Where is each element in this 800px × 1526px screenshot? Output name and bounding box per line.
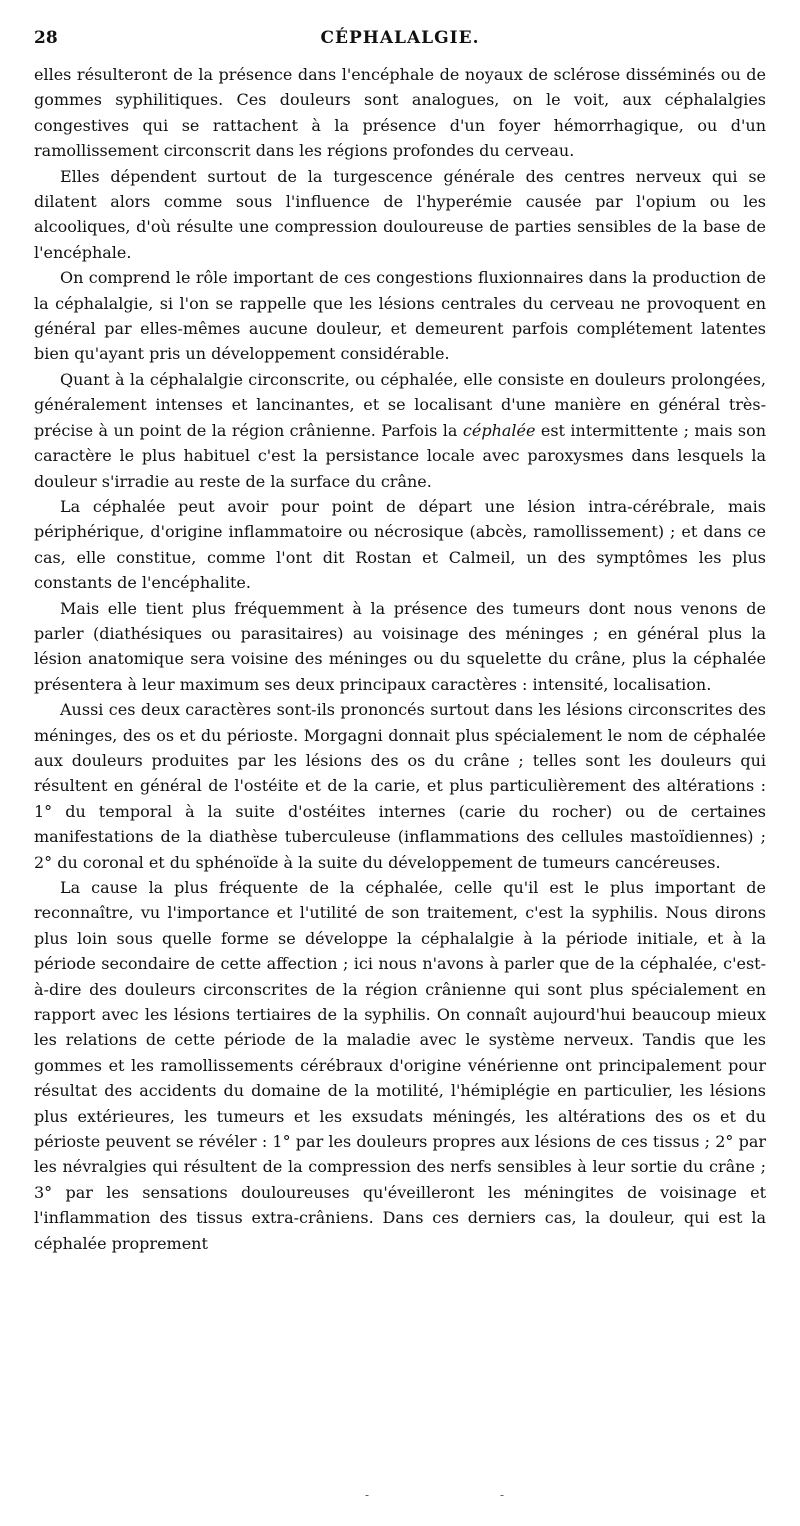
paragraph — [34, 367, 766, 494]
paragraph-continuation: elles résulteront de la présence dans l'encéphale de noyaux de sclérose disséminés ou de gommes syphilitiques. Ces douleurs sont analogues, on le voit, aux céphalalgies congestives qui se rattachent à la présence d'un foyer hémorrhagique, ou d'un ramollissement circonscrit dans les régions profondes du cerveau. — [34, 65, 766, 161]
page-number: 28 — [34, 28, 58, 48]
paragraph: Aussi ces deux caractères sont-ils prononcés surtout dans les lésions circonscrites des méninges, des os et du périoste. Morgagni donnait plus spécialement le nom de céphalée aux douleurs produites par les lésions des os du crâne ; telles sont les douleurs qui résultent en général de l'ostéite et de la carie, et plus particulièrement des altérations : 1° du temporal à la suite d'ostéites internes (carie du rocher) ou de certaines manifestations de la diathèse tuberculeuse (inflammations des cellules mastoïdiennes) ; 2° du coronal et du sphénoïde à la suite du développement de tumeurs cancéreuses. — [34, 700, 766, 872]
running-title: CÉPHALALGIE. — [320, 28, 480, 48]
paragraph: Elles dépendent surtout de la turgescence générale des centres nerveux qui se dilatent alors comme sous l'influence de l'hyperémie causée par l'opium ou les alcooliques, d'où résulte une compression douloureuse de parties sensibles de la base de l'encéphale. — [34, 166, 766, 262]
scan-mark: - — [500, 1488, 505, 1502]
page-header — [34, 28, 766, 62]
paragraph-text: est intermittente ; mais son caractère le plus habituel c'est la persistance locale avec paroxysmes dans lesquels la douleur s'irradie au reste de la surface du crâne. — [34, 420, 767, 491]
italic-term: céphalée — [462, 420, 536, 440]
footer-scan-marks — [0, 1488, 800, 1502]
paragraph: La céphalée peut avoir pour point de départ une lésion intra-cérébrale, mais périphérique, d'origine inflammatoire ou nécrosique (abcès, ramollissement) ; et dans ce cas, elle constitue, comme l'ont dit Rostan et Calmeil, un des symptômes les plus constants de l'encéphalite. — [34, 496, 766, 593]
paragraph-text: Quant à la céphalalgie circonscrite, ou céphalée, elle consiste en douleurs prolongées, généralement intenses et lancinantes, et se localisant d'une manière en général très-précise à un point de la région crânienne. Parfois la — [34, 369, 766, 440]
body-text — [34, 62, 766, 1256]
document-page — [34, 28, 766, 1256]
paragraph: Mais elle tient plus fréquemment à la présence des tumeurs dont nous venons de parler (diathésiques ou parasitaires) au voisinage des méninges ; en général plus la lésion anatomique sera voisine des méninges ou du squelette du crâne, plus la céphalée présentera à leur maximum ses deux principaux caractères : intensité, localisation. — [34, 598, 766, 694]
paragraph: La cause la plus fréquente de la céphalée, celle qu'il est le plus important de reconnaître, vu l'importance et l'utilité de son traitement, c'est la syphilis. Nous dirons plus loin sous quelle forme se développe la céphalalgie à la période initiale, et à la période secondaire de cette affection ; ici nous n'avons à parler que de la céphalée, c'est-à-dire des douleurs circonscrites de la région crânienne qui sont plus spécialement en rapport avec les lésions tertiaires de la syphilis. On connaît aujourd'hui beaucoup mieux les relations de cette période de la maladie avec le système nerveux. Tandis que les gommes et les ramollissements cérébraux d'origine vénérienne ont principalement pour résultat des accidents du domaine de la motilité, l'hémiplégie en particulier, les lésions plus extérieures, les tumeurs et les exsudats méningés, les altérations des os et du périoste peuvent se révéler : 1° par les douleurs propres aux lésions de ces tissus ; 2° par les névralgies qui résultent de la compression des nerfs sensibles à leur sortie du crâne ; 3° par les sensations douloureuses qu'éveilleront les méningites de voisinage et l'inflammation des tissus extra-crâniens. Dans ces derniers cas, la douleur, qui est la céphalée proprement — [34, 878, 766, 1253]
paragraph: On comprend le rôle important de ces congestions fluxionnaires dans la production de la céphalalgie, si l'on se rappelle que les lésions centrales du cerveau ne provoquent en général par elles-mêmes aucune douleur, et demeurent parfois complétement latentes bien qu'ayant pris un développement considérable. — [34, 268, 766, 364]
scan-mark: - — [365, 1488, 370, 1502]
